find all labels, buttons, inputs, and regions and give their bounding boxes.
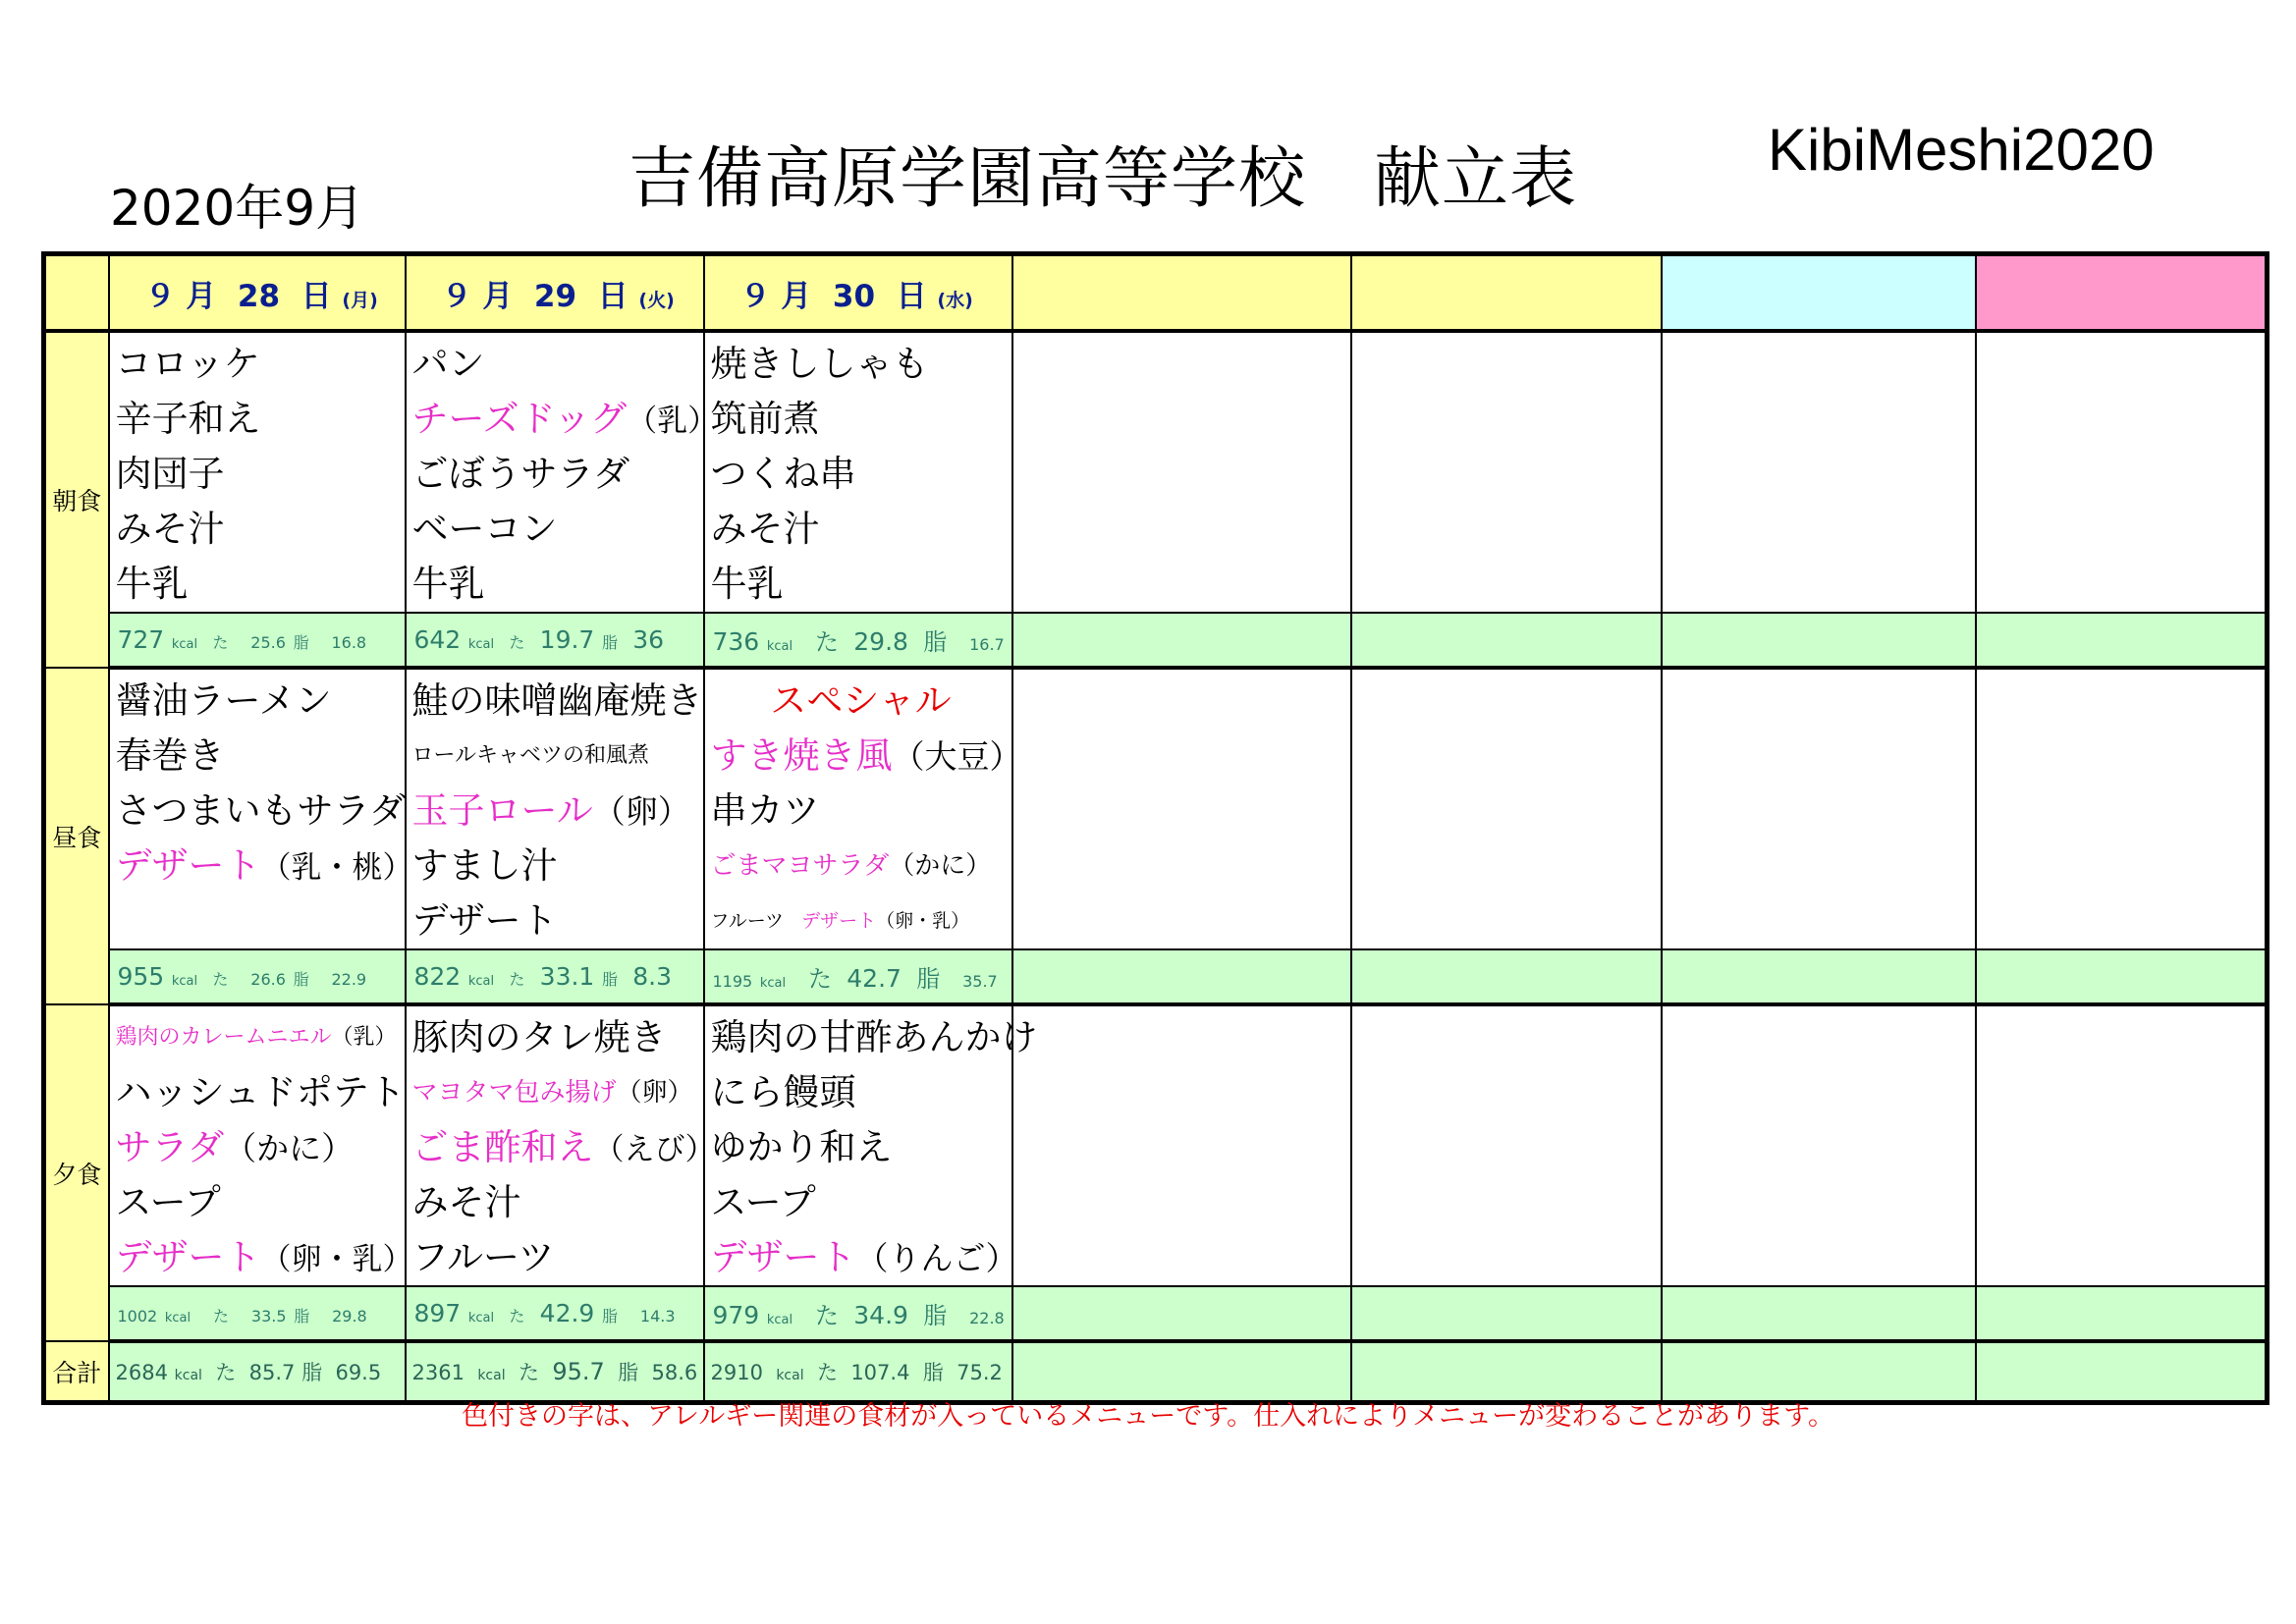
menu-item: つくね串 [710, 453, 856, 495]
menu-item: 醤油ラーメン [115, 679, 332, 722]
menu-item: みそ汁 [411, 1181, 521, 1223]
nutrition-day-3 [704, 613, 1012, 668]
fat-label: 脂 [922, 1361, 944, 1384]
empty-cell [1012, 331, 1351, 613]
protein-label: た [808, 965, 833, 993]
kcal-unit: kcal [171, 637, 198, 652]
empty-cell [1351, 949, 1662, 1004]
empty-cell [1662, 1286, 1976, 1341]
fat-value: 16.8 [331, 633, 367, 652]
nutrition-day-1 [109, 949, 406, 1004]
protein-label: た [509, 970, 525, 989]
weekday: (火) [638, 289, 675, 311]
menu-item: にら饅頭 [710, 1071, 856, 1113]
month-unit: 月 [781, 278, 812, 314]
date-header-day-2 [406, 254, 704, 332]
breakfast-day-1 [109, 331, 406, 613]
allergy-item: 鶏肉のカレームニエル [115, 1025, 332, 1050]
protein-value: 42.7 [847, 964, 902, 993]
dinner-nutrition-row [44, 1286, 2268, 1341]
dinner-day-1 [109, 1004, 413, 1286]
fat-value: 35.7 [962, 972, 998, 991]
kcal-value: 955 [117, 962, 165, 991]
allergen-note: （かに） [889, 851, 992, 881]
menu-item: 牛乳 [710, 563, 784, 605]
lunch-label: 昼食 [44, 668, 109, 1004]
protein-label: た [509, 633, 525, 652]
allergen-note: （かに） [224, 1129, 355, 1167]
day-number: 28 [237, 278, 281, 314]
kcal-unit: kcal [766, 1313, 793, 1327]
menu-item: ゆかり和え [710, 1126, 893, 1168]
date-header-empty-6 [1662, 254, 1976, 332]
fat-value: 8.3 [632, 962, 673, 991]
kcal-value: 1002 [117, 1306, 158, 1326]
allergen-note: （乳・桃） [260, 850, 413, 886]
day-unit: 日 [301, 278, 332, 314]
allergy-item: 玉子ロール [411, 789, 593, 832]
empty-cell [1012, 668, 1351, 949]
fat-label: 脂 [916, 965, 941, 993]
protein-label: た [816, 1361, 838, 1384]
empty-cell [1976, 1004, 2268, 1286]
fat-value: 75.2 [957, 1361, 1003, 1384]
empty-cell [1012, 1004, 1351, 1286]
menu-item [116, 1120, 405, 1175]
allergen-note: （乳） [331, 1025, 397, 1050]
menu-item: ベーコン [411, 508, 558, 550]
nutrition-day-1 [109, 613, 406, 668]
kcal-unit: kcal [766, 639, 793, 654]
lunch-day-1 [109, 668, 413, 949]
menu-item [411, 1120, 716, 1175]
breakfast-nutrition-row [44, 613, 2268, 668]
dinner-label: 夕食 [44, 1004, 109, 1341]
menu-item: 牛乳 [411, 563, 485, 605]
weekday: (水) [937, 289, 973, 311]
allergy-item: デザート [710, 1236, 856, 1278]
empty-cell [1351, 331, 1662, 613]
kcal-value: 1195 [712, 972, 753, 991]
allergen-note: （えび） [593, 1132, 716, 1167]
allergy-item: すき焼き風 [710, 734, 893, 777]
protein-label: た [509, 1307, 525, 1326]
empty-cell [1662, 668, 1976, 949]
menu-item [710, 729, 1022, 784]
protein-label: た [518, 1361, 539, 1384]
allergen-note: （大豆） [892, 737, 1022, 776]
menu-item: フルーツ [411, 1236, 555, 1278]
menu-item [116, 1010, 405, 1065]
menu-item: スープ [710, 1181, 816, 1223]
breakfast-row [44, 331, 2268, 613]
lunch-day-3 [704, 668, 1022, 949]
kcal-unit: kcal [477, 1368, 506, 1383]
kcal-value: 2910 [710, 1361, 763, 1384]
empty-cell [1662, 1004, 1976, 1286]
nutrition-day-2 [406, 613, 704, 668]
empty-cell [1976, 1286, 2268, 1341]
fat-label: 脂 [294, 1306, 310, 1326]
empty-cell [1012, 613, 1351, 668]
nutrition-day-2 [406, 949, 704, 1004]
menu-item: ごぼうサラダ [411, 453, 630, 495]
protein-label: た [815, 628, 840, 656]
allergy-item: チーズドッグ [411, 398, 628, 440]
allergy-item: サラダ [115, 1126, 225, 1168]
menu-item: ハッシュドポテト [115, 1071, 406, 1113]
empty-cell [1662, 949, 1976, 1004]
protein-label: た [213, 1306, 230, 1326]
menu-table [41, 251, 2269, 1405]
fat-label: 脂 [923, 1302, 948, 1329]
allergen-note: （卵・乳） [876, 910, 970, 932]
menu-item [412, 784, 703, 839]
fat-label: 脂 [293, 970, 309, 989]
empty-cell [1012, 1286, 1351, 1341]
menu-item: ロールキャベツの和風煮 [411, 743, 650, 768]
menu-item: 鶏肉の甘酢あんかけ [710, 1016, 1038, 1058]
menu-item [412, 1065, 703, 1120]
protein-value: 19.7 [539, 625, 595, 654]
menu-item: 串カツ [710, 789, 820, 832]
month-label: 2020年9月 [110, 180, 365, 237]
fat-value: 58.6 [651, 1361, 698, 1384]
menu-item: 肉団子 [115, 453, 225, 495]
kcal-unit: kcal [467, 637, 495, 652]
day-unit: 日 [896, 278, 927, 314]
kcal-value: 2684 [115, 1361, 168, 1384]
fat-value: 14.3 [639, 1307, 676, 1326]
allergy-footer-note: 色付きの字は、アレルギー関連の食材が入っているメニューです。仕入れによりメニューが変わることがあります。 [462, 1401, 1834, 1432]
kcal-unit: kcal [467, 974, 495, 989]
menu-item: 豚肉のタレ焼き [411, 1016, 667, 1058]
empty-cell [1351, 1286, 1662, 1341]
allergy-item: デザート [801, 910, 877, 932]
protein-value: 33.1 [539, 962, 595, 991]
breakfast-label: 朝食 [44, 331, 109, 668]
month-unit: 月 [186, 278, 217, 314]
menu-item: すまし汁 [411, 844, 558, 887]
protein-label: た [215, 1361, 237, 1384]
weekday: (月) [342, 289, 378, 311]
protein-value: 33.5 [250, 1306, 287, 1326]
fat-value: 36 [632, 625, 665, 654]
breakfast-day-3 [704, 331, 1012, 613]
month-number: ９ [441, 278, 472, 314]
kcal-value: 727 [117, 625, 165, 654]
menu-item: 春巻き [115, 734, 225, 777]
menu-item: みそ汁 [710, 508, 820, 550]
protein-label: た [212, 970, 229, 989]
day-number: 29 [533, 278, 577, 314]
fat-value: 69.5 [335, 1361, 382, 1384]
page-title: 吉備高原学園高等学校 献立表 [629, 140, 1578, 218]
kcal-value: 642 [413, 625, 462, 654]
kcal-unit: kcal [759, 976, 787, 991]
menu-item: スープ [115, 1181, 221, 1223]
menu-item [411, 392, 719, 447]
breakfast-day-2 [406, 331, 719, 613]
fat-label: 脂 [923, 628, 948, 656]
protein-value: 42.9 [539, 1299, 595, 1327]
empty-cell [1351, 1004, 1662, 1286]
allergy-item: ごまマヨサラダ [710, 851, 890, 881]
kcal-unit: kcal [171, 974, 198, 989]
menu-item [711, 839, 1011, 893]
nutrition-day-3 [704, 949, 1012, 1004]
fat-label: 脂 [301, 1361, 323, 1384]
month-number: ９ [739, 278, 771, 314]
empty-cell [1351, 668, 1662, 949]
protein-value: 95.7 [552, 1358, 605, 1385]
kcal-value: 897 [413, 1299, 462, 1327]
fat-label: 脂 [618, 1361, 639, 1384]
day-number: 30 [832, 278, 876, 314]
menu-item [710, 1230, 1018, 1285]
kcal-value: 2361 [411, 1361, 465, 1384]
protein-label: た [212, 633, 229, 652]
kcal-value: 822 [413, 962, 462, 991]
menu-item: パン [411, 343, 485, 385]
date-header-row [44, 254, 2268, 332]
date-header-day-1 [109, 254, 406, 332]
empty-cell [1976, 949, 2268, 1004]
protein-value: 34.9 [853, 1301, 908, 1329]
lunch-row [44, 668, 2268, 949]
protein-value: 26.6 [250, 970, 286, 989]
fat-label: 脂 [601, 970, 618, 989]
kcal-unit: kcal [164, 1310, 191, 1326]
kcal-unit: kcal [776, 1368, 804, 1383]
kcal-value: 979 [712, 1301, 760, 1329]
protein-value: 29.8 [853, 627, 908, 656]
kcal-unit: kcal [467, 1311, 495, 1326]
fat-label: 脂 [601, 633, 618, 652]
empty-cell [1662, 613, 1976, 668]
nutrition-day-3 [704, 1286, 1012, 1341]
menu-item: 辛子和え [115, 398, 261, 440]
dinner-day-3 [704, 1004, 1038, 1286]
date-header-day-3 [704, 254, 1012, 332]
fat-value: 22.8 [969, 1309, 1005, 1327]
allergen-note: （りんご） [855, 1239, 1018, 1277]
allergen-note: （卵） [592, 792, 690, 831]
empty-cell [1976, 613, 2268, 668]
menu-item: さつまいもサラダ [115, 789, 407, 832]
fat-value: 16.7 [969, 635, 1005, 654]
protein-label: た [815, 1302, 840, 1329]
nutrition-day-2 [406, 1286, 704, 1341]
date-header-empty-5 [1351, 254, 1662, 332]
date-header-empty-4 [1012, 254, 1351, 332]
allergen-note: （乳） [627, 404, 719, 439]
protein-value: 107.4 [850, 1361, 910, 1384]
allergy-item: デザート [115, 844, 261, 887]
menu-item: デザート [411, 899, 558, 942]
fat-label: 脂 [293, 633, 309, 652]
menu-item [711, 893, 1011, 948]
nutrition-day-1 [109, 1286, 406, 1341]
allergy-item: デザート [115, 1236, 261, 1278]
kcal-value: 736 [712, 627, 760, 656]
allergen-note: （卵） [616, 1078, 693, 1108]
fat-value: 29.8 [332, 1306, 367, 1326]
menu-item [115, 1230, 413, 1285]
empty-cell [1976, 331, 2268, 613]
allergen-note: （卵・乳） [260, 1242, 413, 1277]
fat-value: 22.9 [331, 970, 367, 989]
menu-item [115, 839, 413, 893]
empty-cell [1662, 331, 1976, 613]
dinner-row [44, 1004, 2268, 1286]
allergy-item: マヨタマ包み揚げ [411, 1078, 617, 1108]
brand-logo-text: KibiMeshi2020 [1768, 117, 2155, 183]
menu-item: 筑前煮 [710, 398, 820, 440]
day-unit: 日 [597, 278, 629, 314]
lunch-nutrition-row [44, 949, 2268, 1004]
menu-item: 焼きししゃも [710, 343, 929, 385]
date-header-empty-7 [1976, 254, 2268, 332]
fat-label: 脂 [601, 1307, 618, 1326]
empty-cell [1976, 668, 2268, 949]
menu-item: 鮭の味噌幽庵焼き [411, 679, 703, 722]
empty-cell [1012, 949, 1351, 1004]
dinner-day-2 [406, 1004, 716, 1286]
month-number: ９ [144, 278, 176, 314]
menu-item-text: フルーツ [710, 910, 784, 932]
protein-value: 25.6 [250, 633, 286, 652]
empty-cell [1351, 613, 1662, 668]
allergy-item: ごま酢和え [411, 1126, 594, 1168]
month-unit: 月 [482, 278, 514, 314]
kcal-unit: kcal [174, 1368, 202, 1383]
special-label: スペシャル [770, 679, 952, 722]
menu-item: みそ汁 [115, 508, 225, 550]
menu-item: コロッケ [115, 343, 260, 385]
protein-value: 85.7 [248, 1361, 296, 1384]
header-corner [44, 254, 109, 332]
menu-item: 牛乳 [115, 563, 189, 605]
lunch-day-2 [406, 668, 704, 949]
total-label: 合計 [44, 1341, 109, 1403]
